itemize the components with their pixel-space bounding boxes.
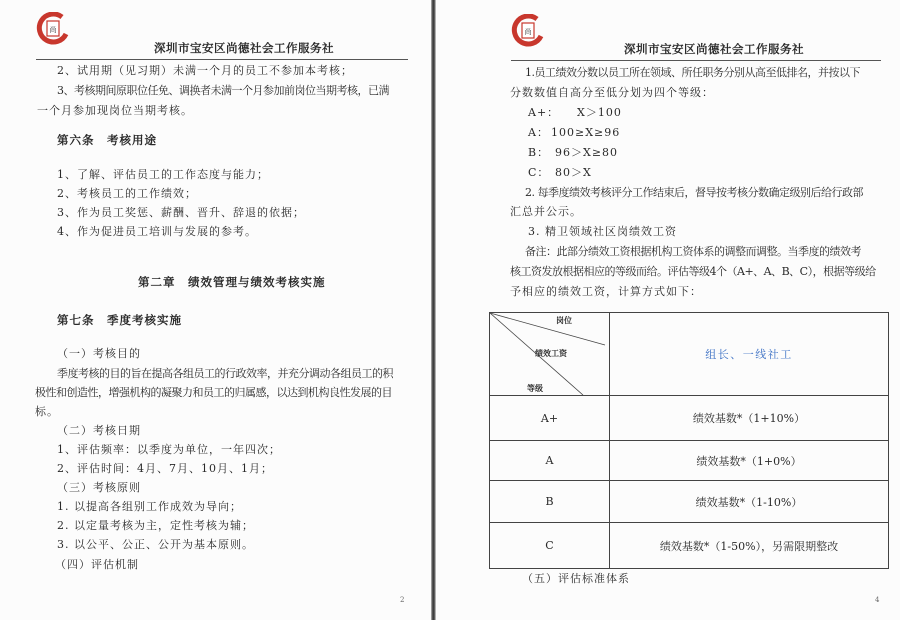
org-name-header: 深圳市宝安区尚德社会工作服务社 bbox=[624, 42, 804, 56]
grade-label: A： bbox=[528, 126, 549, 139]
text-line: 1.员工绩效分数以员工所在领域、所任职务分别从高至低排名，并按以下 bbox=[525, 66, 860, 79]
list-item: 2. 以定量考核为主，定性考核为辅； bbox=[57, 519, 254, 532]
svg-text:尚: 尚 bbox=[524, 28, 532, 36]
formula-cell: 绩效基数*（1-50%），另需限期整改 bbox=[610, 523, 889, 569]
text-line: 一个月参加现岗位当期考核。 bbox=[37, 104, 193, 117]
grade-cell: A bbox=[490, 441, 610, 481]
list-item: 1、了解、评估员工的工作态度与能力； bbox=[57, 168, 269, 181]
book-gutter bbox=[431, 0, 436, 620]
text-line: 2. 每季度绩效考核评分工作结束后，督导按考核分数确定级别后给行政部 bbox=[525, 186, 863, 199]
formula-cell: 绩效基数*（1+0%） bbox=[610, 441, 889, 481]
grade-range: 96＞X≥80 bbox=[555, 146, 619, 159]
org-logo bbox=[36, 12, 70, 46]
grade-cell: A+ bbox=[490, 396, 610, 441]
right-page bbox=[437, 0, 900, 620]
text-line: 季度考核的目的旨在提高各组员工的行政效率，并充分调动各组员工的积 bbox=[57, 367, 393, 380]
text-line: 备注：此部分绩效工资根据机构工资体系的调整而调整。当季度的绩效考 bbox=[525, 245, 861, 258]
page-number: 2 bbox=[400, 596, 405, 604]
performance-pay-table bbox=[489, 312, 889, 569]
chapter2-title: 第二章 绩效管理与绩效考核实施 bbox=[138, 275, 326, 289]
grade-range: 80＞X bbox=[555, 166, 592, 179]
grade-range: X＞100 bbox=[577, 106, 622, 119]
text-line: 3. 精卫领域社区岗绩效工资 bbox=[528, 225, 677, 238]
table-row bbox=[490, 523, 889, 569]
section-title: （四）评估机制 bbox=[55, 558, 139, 571]
grade-label: A+： bbox=[528, 106, 560, 119]
section-title: （一）考核目的 bbox=[57, 347, 141, 360]
corner-label-pay: 绩效工资 bbox=[535, 349, 567, 358]
column-header-position: 组长、一线社工 bbox=[610, 313, 889, 396]
article6-title: 第六条 考核用途 bbox=[57, 133, 157, 147]
grade-range: 100≥X≥96 bbox=[551, 126, 621, 139]
section-title: （二）考核日期 bbox=[57, 424, 141, 437]
list-item: 2、考核员工的工作绩效； bbox=[57, 187, 197, 200]
header-rule bbox=[511, 60, 881, 61]
text-line: 标。 bbox=[35, 405, 59, 418]
org-logo bbox=[511, 14, 545, 48]
corner-label-position: 岗位 bbox=[556, 316, 572, 325]
table-header-row bbox=[490, 313, 889, 396]
org-name-header: 深圳市宝安区尚德社会工作服务社 bbox=[154, 41, 334, 55]
table-row bbox=[490, 396, 889, 441]
table-row bbox=[490, 481, 889, 523]
header-rule bbox=[36, 59, 408, 60]
formula-cell: 绩效基数*（1+10%） bbox=[610, 396, 889, 441]
svg-text:尚: 尚 bbox=[49, 26, 57, 34]
grade-cell: C bbox=[490, 523, 610, 569]
text-line: 极性和创造性，增强机构的凝聚力和员工的归属感，以达到机构良性发展的目 bbox=[35, 386, 392, 399]
list-item: 1. 以提高各组别工作成效为导向； bbox=[57, 500, 242, 513]
list-item: 4、作为促进员工培训与发展的参考。 bbox=[57, 225, 257, 238]
text-line: 汇总并公示。 bbox=[510, 205, 582, 218]
text-line: 2、试用期（见习期）未满一个月的员工不参加本考核； bbox=[57, 64, 353, 77]
grade-label: C： bbox=[528, 166, 550, 179]
grade-label: B： bbox=[528, 146, 550, 159]
left-page bbox=[0, 0, 431, 620]
section-title: （三）考核原则 bbox=[57, 481, 141, 494]
text-line: 3、考核期间原职位任免、调换者未满一个月参加前岗位当期考核，已满 bbox=[57, 84, 389, 97]
diagonal-header-cell bbox=[490, 313, 610, 396]
text-line: 分数数值自高分至低分划为四个等级： bbox=[510, 86, 714, 99]
list-item: 1、评估频率：以季度为单位，一年四次； bbox=[57, 443, 281, 456]
corner-label-grade: 等级 bbox=[527, 384, 543, 393]
list-item: 2、评估时间：4月、7月、10月、1月； bbox=[57, 462, 273, 475]
table-row bbox=[490, 441, 889, 481]
formula-cell: 绩效基数*（1-10%） bbox=[610, 481, 889, 523]
section-title: （五）评估标准体系 bbox=[522, 572, 630, 585]
grade-cell: B bbox=[490, 481, 610, 523]
list-item: 3. 以公平、公正、公开为基本原则。 bbox=[57, 538, 254, 551]
list-item: 3、作为员工奖惩、薪酬、晋升、辞退的依据； bbox=[57, 206, 305, 219]
article7-title: 第七条 季度考核实施 bbox=[57, 313, 182, 327]
text-line: 核工资发放根据相应的等级而给。评估等级4个（A+、A、B、C），根据等级给 bbox=[510, 265, 876, 278]
text-line: 予相应的绩效工资，计算方式如下： bbox=[510, 285, 702, 298]
page-number: 4 bbox=[875, 596, 880, 604]
